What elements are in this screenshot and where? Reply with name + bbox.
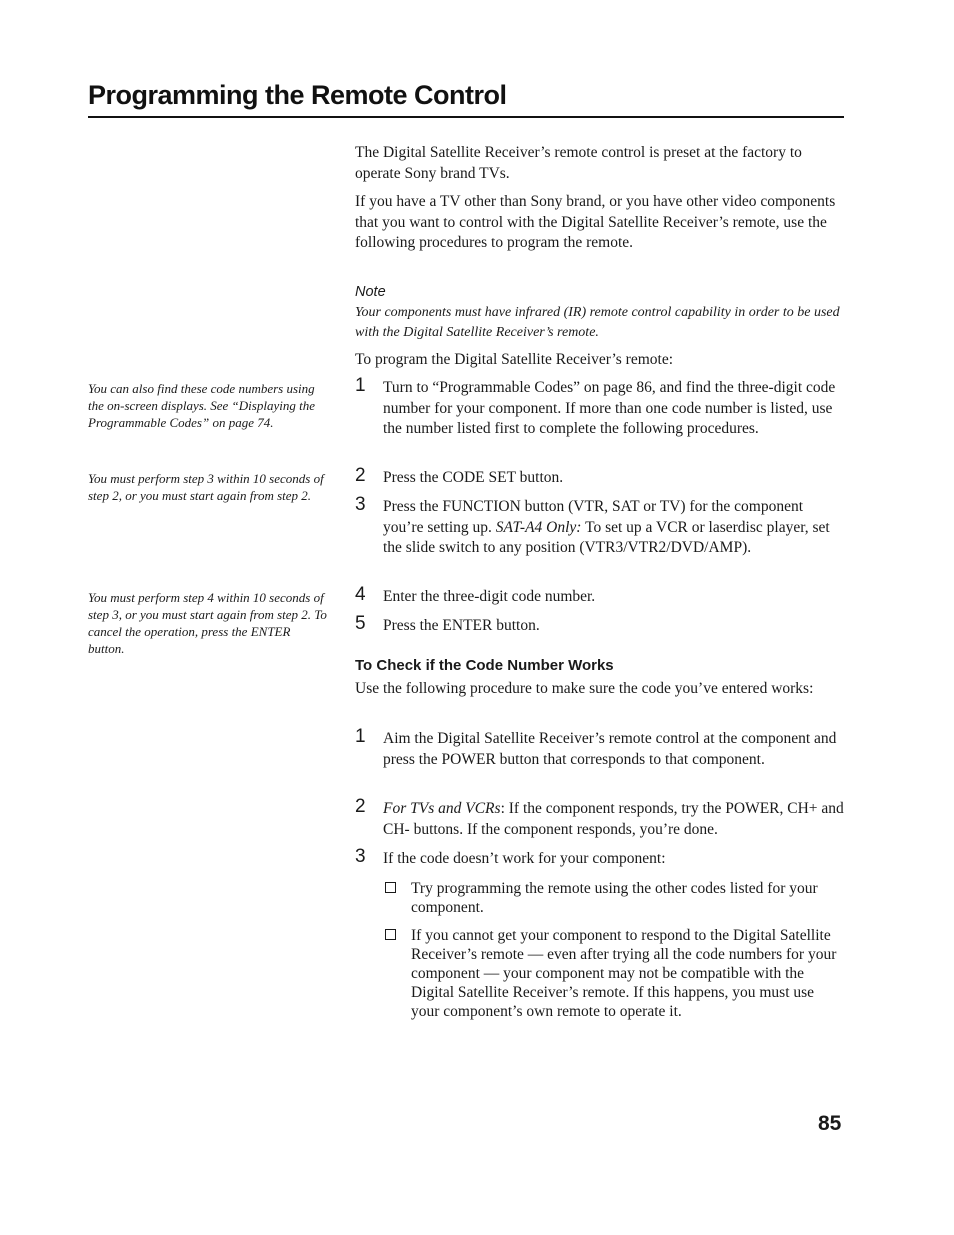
step-text: Enter the three-digit code number. [383, 588, 596, 605]
step-number: 4 [355, 584, 366, 605]
step-text: Press the ENTER button. [383, 617, 540, 634]
intro-paragraph: If you have a TV other than Sony brand, or you have other video components that you want to control with the Digital Satellite Receiver’s remote, use the following procedures to program the remote. [355, 193, 836, 251]
sidebar-note: You must perform step 3 within 10 seconds of step 2, or you must start again from step 2. [88, 471, 324, 503]
page-number: 85 [818, 1112, 842, 1135]
check-lead: Use the following procedure to make sure the code you’ve entered works: [355, 680, 814, 697]
bullet-text: Try programming the remote using the other codes listed for your component. [411, 880, 818, 916]
step-text-part: Press the FUNCTION button (VTR, SAT or TV) for the component you’re setting up. [383, 498, 804, 536]
step-number: 1 [355, 375, 366, 396]
sidebar-note: You must perform step 4 within 10 seconds of step 3, or you must start again from step 2. To cancel the operation, press the ENTER button. [88, 590, 327, 656]
step-text [383, 497, 845, 559]
step-text: Aim the Digital Satellite Receiver’s remote control at the component and press the POWER button that corresponds to that component. [383, 730, 837, 768]
note-heading: Note [355, 284, 386, 300]
page-title: Programming the Remote Control [88, 80, 507, 110]
step-text: If the code doesn’t work for your component: [383, 850, 666, 867]
step-number: 2 [355, 465, 366, 486]
step-text-part: : If the component responds, try the POWER, CH+ and CH- buttons. If the component responds, you’re done. [383, 800, 844, 838]
step-text-part: To set up a VCR or laserdisc player, set the slide switch to any position (VTR3/VTR2/DVD/AMP). [383, 518, 830, 556]
intro-paragraph: The Digital Satellite Receiver’s remote control is preset at the factory to operate Sony brand TVs. [355, 144, 802, 182]
step-text [383, 799, 845, 840]
section-heading: To Check if the Code Number Works [355, 657, 614, 674]
checkbox-bullet-icon [385, 929, 396, 940]
sidebar-note: You can also find these code numbers using the on-screen displays. See “Displaying the Programmable Codes” on page 74. [88, 381, 315, 430]
step-number: 3 [355, 494, 366, 515]
step-number: 3 [355, 846, 366, 867]
program-lead: To program the Digital Satellite Receiver’s remote: [355, 351, 673, 368]
note-text: Your components must have infrared (IR) remote control capability in order to be used with the Digital Satellite Receiver’s remote. [355, 305, 840, 340]
bullet-text: If you cannot get your component to respond to the Digital Satellite Receiver’s remote — even after trying all the code numbers for your component — your component may not be compatible with the Digital Satellite Receiver’s remote. If this happens, you must use your component’s own remote to operate it. [411, 927, 837, 1020]
step-number: 2 [355, 796, 366, 817]
step-text-emphasis: SAT-A4 Only: [495, 518, 582, 536]
step-number: 5 [355, 613, 366, 634]
step-text: Turn to “Programmable Codes” on page 86, and find the three-digit code number for your component. If more than one code number is listed, use the number listed first to complete the following procedures. [383, 379, 836, 437]
title-rule [88, 116, 844, 118]
step-text-emphasis: For TVs and VCRs [383, 800, 501, 817]
step-number: 1 [355, 726, 366, 747]
checkbox-bullet-icon [385, 882, 396, 893]
step-text: Press the CODE SET button. [383, 469, 564, 486]
